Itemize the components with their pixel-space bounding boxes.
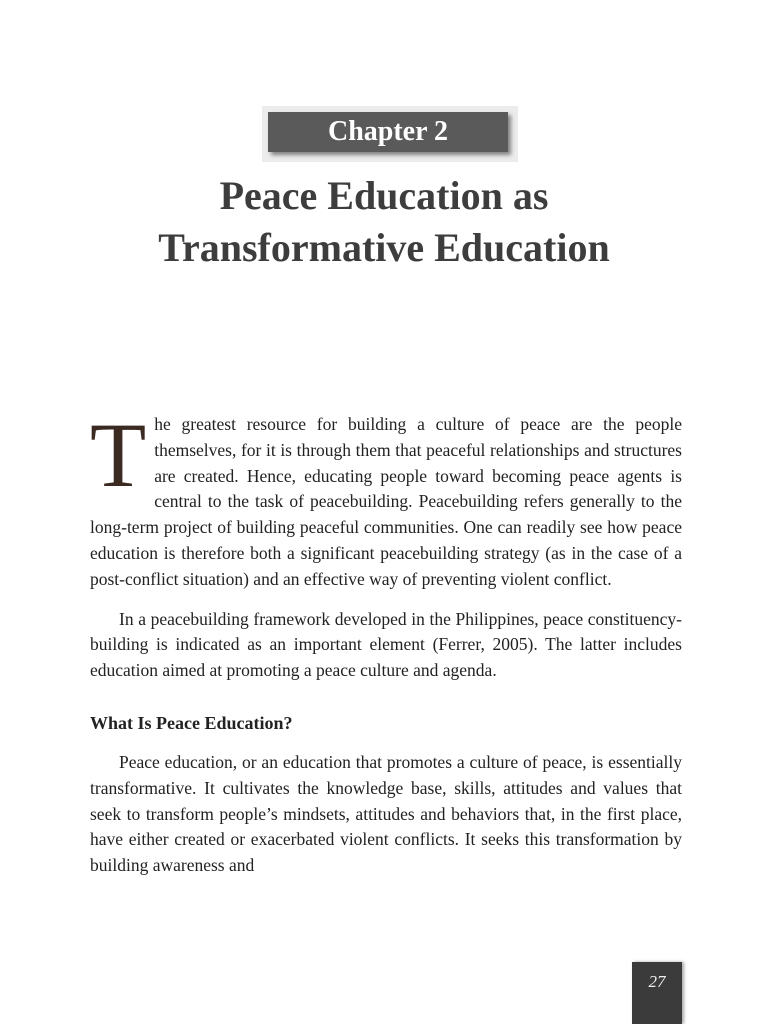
chapter-label-frame [262, 106, 518, 162]
chapter-title-line-2: Transformative Education [158, 225, 610, 270]
paragraph-2: In a peacebuilding framework developed in the Philippines, peace constituency-building is indicated as an important element (Ferrer, 2005). The latter includes education aimed at promoting a peace culture and agenda. [90, 608, 682, 681]
chapter-label: Chapter 2 [268, 112, 508, 152]
section-heading: What Is Peace Education? [90, 712, 293, 733]
drop-cap: T [90, 404, 147, 506]
page-number-tab [632, 962, 682, 1024]
paragraph-1 [90, 404, 682, 593]
paragraph-1-text: he greatest resource for building a culture of peace are the people themselves, for it is through them that peaceful relationships and structures are created. Hence, educating people toward becoming peace agents is central to the task of peacebuilding. Peacebuilding refers generally to the long-term project of building peaceful communities. One can readily see how peace education is therefore both a significant peacebuilding strategy (as in the case of a post-conflict situation) and an effective way of preventing violent conflict. [90, 414, 682, 589]
chapter-title-line-1: Peace Education as [219, 173, 549, 218]
paragraph-3: Peace education, or an education that promotes a culture of peace, is essentially transformative. It cultivates the knowledge base, skills, attitudes and values that seek to transform people’s mindsets, attitudes and behaviors that, in the first place, have either created or exacerbated violent conflicts. It seeks this transformation by building awareness and [90, 751, 682, 876]
page-number: 27 [648, 972, 666, 991]
chapter-title [60, 170, 708, 274]
body-text [90, 404, 682, 879]
